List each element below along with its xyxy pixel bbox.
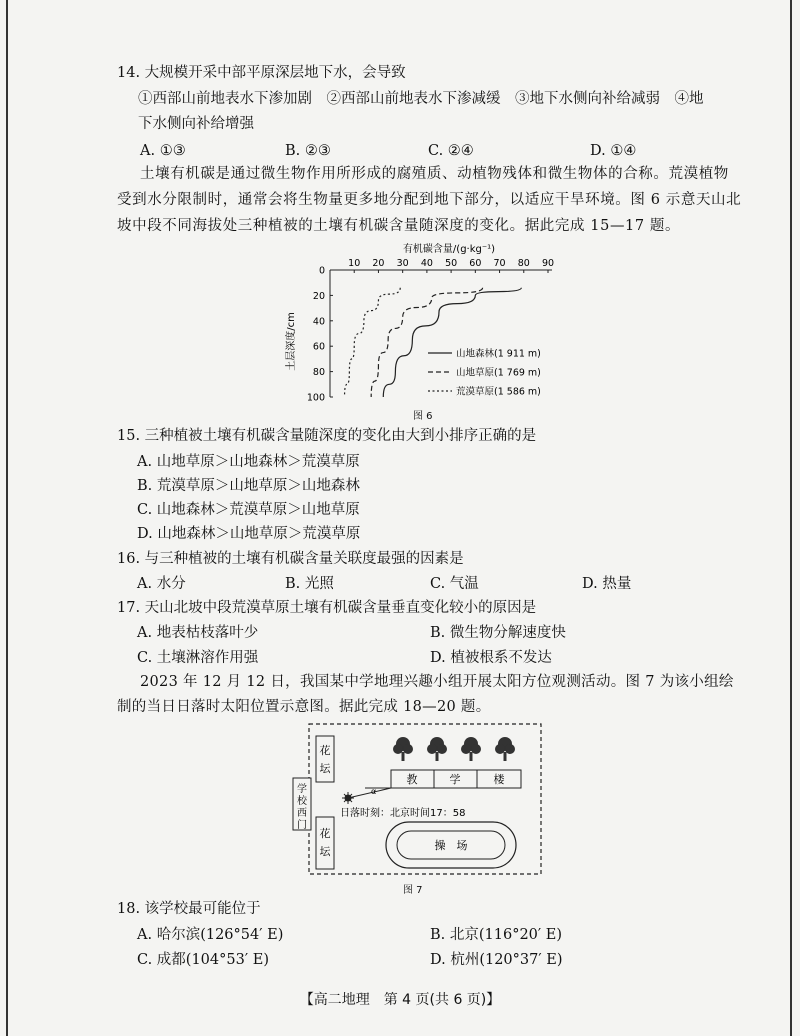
flower-bed-top-char1: 花 xyxy=(319,744,331,757)
figure-7-diagram xyxy=(285,722,545,878)
sunset-time-label: 日落时刻：北京时间17：58 xyxy=(340,808,466,819)
q15-option-c[interactable]: C. 山地森林＞荒漠草原＞山地草原 xyxy=(137,502,360,518)
y-tick-label: 60 xyxy=(312,341,325,353)
q17-option-c[interactable]: C. 土壤淋溶作用强 xyxy=(137,650,259,666)
question-17-stem: 17. 天山北坡中段荒漠草原土壤有机碳含量垂直变化较小的原因是 xyxy=(117,600,537,616)
q18-option-c[interactable]: C. 成都(104°53′ E) xyxy=(137,952,269,968)
passage2-line1: 2023 年 12 月 12 日，我国某中学地理兴趣小组开展太阳方位观测活动。图 7 为该小组绘 xyxy=(140,674,734,690)
q17-option-d[interactable]: D. 植被根系不发达 xyxy=(430,650,552,666)
west-gate-char2: 校 xyxy=(297,796,307,807)
q17-option-b[interactable]: B. 微生物分解速度快 xyxy=(430,625,566,641)
x-tick-label: 90 xyxy=(541,258,555,269)
y-tick-label: 0 xyxy=(318,265,325,277)
tree-icons xyxy=(393,737,515,761)
y-tick-label: 80 xyxy=(312,367,325,379)
fig6-svg xyxy=(280,240,580,430)
flower-bed-bottom-char1: 花 xyxy=(319,827,331,840)
building-char3: 楼 xyxy=(493,773,505,786)
sun-icon xyxy=(342,792,354,804)
question-15-stem: 15. 三种植被土壤有机碳含量随深度的变化由大到小排序正确的是 xyxy=(117,428,537,444)
x-tick-label: 10 xyxy=(348,258,361,269)
q16-option-c[interactable]: C. 气温 xyxy=(430,576,479,592)
q15-option-d[interactable]: D. 山地森林＞山地草原＞荒漠草原 xyxy=(137,526,361,542)
q15-option-b[interactable]: B. 荒漠草原＞山地草原＞山地森林 xyxy=(137,478,360,494)
q17-option-a[interactable]: A. 地表枯枝落叶少 xyxy=(137,625,259,641)
q16-option-a[interactable]: A. 水分 xyxy=(137,576,186,592)
y-axis-label: 土层深度/cm xyxy=(286,312,297,371)
q15-option-a[interactable]: A. 山地草原＞山地森林＞荒漠草原 xyxy=(137,454,360,470)
figure-6-chart xyxy=(280,240,580,430)
question-14-stem: 14. 大规模开采中部平原深层地下水，会导致 xyxy=(117,65,406,81)
q14-option-d[interactable]: D. ①④ xyxy=(590,143,637,159)
building-char2: 学 xyxy=(449,773,461,786)
x-tick-label: 40 xyxy=(420,258,433,269)
west-gate-char3: 西 xyxy=(297,808,307,819)
west-gate-char1: 学 xyxy=(297,784,307,795)
flower-bed-bottom-char2: 坛 xyxy=(319,845,331,858)
x-tick-label: 30 xyxy=(396,258,409,269)
q18-option-a[interactable]: A. 哈尔滨(126°54′ E) xyxy=(137,927,284,943)
x-tick-label: 60 xyxy=(469,258,482,269)
x-tick-label: 20 xyxy=(372,258,385,269)
x-tick-label: 50 xyxy=(445,258,458,269)
q14-option-c[interactable]: C. ②④ xyxy=(428,143,474,159)
y-tick-label: 40 xyxy=(312,316,325,328)
x-tick-label: 80 xyxy=(517,258,530,269)
q14-option-a[interactable]: A. ①③ xyxy=(140,143,186,159)
playground-label: 操 场 xyxy=(434,839,468,852)
series-line-3 xyxy=(345,288,401,397)
question-18-stem: 18. 该学校最可能位于 xyxy=(117,901,261,917)
passage1-line2: 受到水分限制时，通常会将生物量更多地分配到地下部分，以适应干旱环境。图 6 示意天山北 xyxy=(117,192,742,208)
x-axis-label: 有机碳含量/(g·kg⁻¹) xyxy=(402,244,496,255)
figure-6-caption: 图 6 xyxy=(413,411,433,422)
question-16-stem: 16. 与三种植被的土壤有机碳含量关联度最强的因素是 xyxy=(117,551,464,567)
fig7-svg xyxy=(285,722,545,878)
y-tick-label: 100 xyxy=(306,392,325,404)
series-line-1 xyxy=(383,288,521,397)
y-tick-label: 20 xyxy=(312,290,325,302)
scan-left-edge xyxy=(6,0,8,1036)
q16-option-d[interactable]: D. 热量 xyxy=(582,576,632,592)
passage1-line1: 土壤有机碳是通过微生物作用所形成的腐殖质、动植物残体和微生物体的合称。荒漠植物 xyxy=(140,166,729,182)
passage2-line2: 制的当日日落时太阳位置示意图。据此完成 18—20 题。 xyxy=(117,699,491,715)
series-line-2 xyxy=(371,288,482,397)
page-footer: 【高二地理 第 4 页(共 6 页)】 xyxy=(299,992,501,1008)
west-gate-char4: 门 xyxy=(297,820,307,831)
question-14-items-line2: 下水侧向补给增强 xyxy=(138,116,254,132)
q14-option-b[interactable]: B. ②③ xyxy=(285,143,331,159)
question-14-items-line1: ①西部山前地表水下渗加剧 ②西部山前地表水下渗减缓 ③地下水侧向补给减弱 ④地 xyxy=(138,91,704,107)
legend-label-2: 山地草原(1 769 m) xyxy=(456,367,541,379)
legend-label-1: 山地森林(1 911 m) xyxy=(456,348,541,360)
figure-7-caption: 图 7 xyxy=(403,885,423,896)
passage1-line3: 坡中段不同海拔处三种植被的土壤有机碳含量随深度的变化。据此完成 15—17 题。 xyxy=(117,218,681,234)
x-tick-label: 70 xyxy=(493,258,506,269)
angle-alpha-label: α xyxy=(371,787,377,796)
scan-right-edge xyxy=(790,0,792,1036)
q16-option-b[interactable]: B. 光照 xyxy=(285,576,334,592)
flower-bed-top-char2: 坛 xyxy=(319,762,331,775)
q18-option-b[interactable]: B. 北京(116°20′ E) xyxy=(430,927,563,943)
building-char1: 教 xyxy=(406,773,418,786)
q18-option-d[interactable]: D. 杭州(120°37′ E) xyxy=(430,952,563,968)
legend-label-3: 荒漠草原(1 586 m) xyxy=(456,386,541,398)
